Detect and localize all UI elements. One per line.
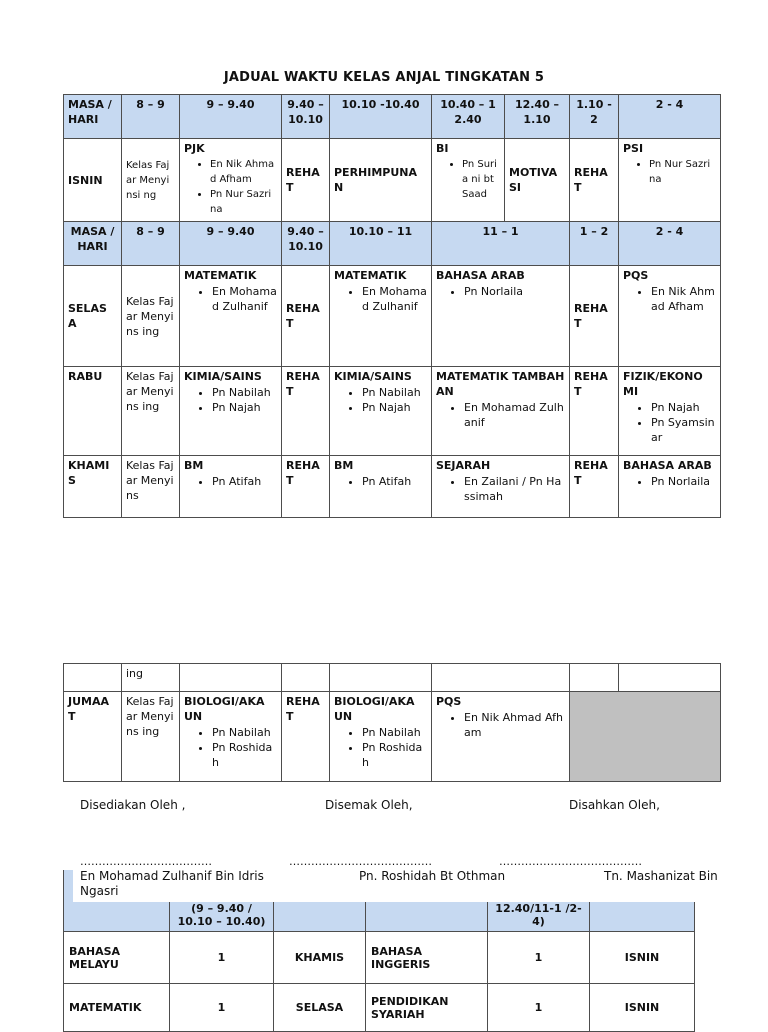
rehat-cell: REHA T <box>282 367 330 456</box>
header-cell: 9 – 9.40 <box>180 95 282 139</box>
header-cell: 11 – 1 <box>432 222 570 266</box>
header-row-week <box>64 222 721 266</box>
subject-label: MATEMATIK <box>334 269 407 282</box>
row-jumaat <box>64 692 721 782</box>
teacher-item: • Pn Nur Sazrina <box>649 157 716 187</box>
count-cell: 1 <box>488 932 590 984</box>
timetable-main <box>63 94 721 222</box>
motivasi-cell: MOTIVA SI <box>505 139 570 222</box>
subject-cell: BAHASA INGGERIS <box>366 932 488 984</box>
kelas-fajar-cont: ing <box>122 664 180 692</box>
period-cell <box>180 692 282 782</box>
header-cell: 9.40 – 10.10 <box>282 95 330 139</box>
subject-label: MATEMATIK TAMBAHAN <box>436 370 565 398</box>
period-cell <box>180 139 282 222</box>
period-cell <box>432 456 570 518</box>
teacher-item: • Pn Norlaila <box>464 284 565 299</box>
header-cell: 8 – 9 <box>122 222 180 266</box>
rehat-cell: REHA T <box>282 456 330 518</box>
header-cell: 10.10 – 11 <box>330 222 432 266</box>
teacher-item: • En Mohama d Zulhanif <box>362 284 427 314</box>
teacher-item: • En Nik Ahmad Afham <box>651 284 716 314</box>
header-cell: 12.40 – 1.10 <box>505 95 570 139</box>
day-label: JUMAA T <box>64 692 122 782</box>
row-selasa <box>64 266 721 367</box>
rehat-cell: REHA T <box>570 266 619 367</box>
period-cell <box>432 367 570 456</box>
day-label: SELAS A <box>64 266 122 367</box>
period-cell <box>619 139 721 222</box>
empty-cell <box>432 664 570 692</box>
rehat-cell: REHA T <box>570 367 619 456</box>
name-prepared: En Mohamad Zulhanif Bin Idris <box>80 869 264 883</box>
period-cell <box>330 367 432 456</box>
day-label: RABU <box>64 367 122 456</box>
day-label: ISNIN <box>64 139 122 222</box>
table-edge <box>63 870 73 902</box>
day-cell: KHAMIS <box>274 932 366 984</box>
subject-label: BM <box>334 459 354 472</box>
checked-by-label: Disemak Oleh, <box>325 798 413 812</box>
header-cell: 9 – 9.40 <box>180 222 282 266</box>
row-isnin <box>64 139 721 222</box>
kelas-fajar-cell: Kelas Fajar Menyins <box>122 456 180 518</box>
signature-line: ………………………………… <box>289 855 432 868</box>
summary-header-cell: 12.40/11-1 /2-4) <box>488 878 590 932</box>
teacher-item: • Pn Nabilah <box>212 385 277 400</box>
empty-cell <box>619 664 721 692</box>
count-cell: 1 <box>488 984 590 1032</box>
teacher-item: • Pn Roshidah <box>362 740 427 770</box>
period-cell <box>180 456 282 518</box>
subject-cell: PENDIDIKAN SYARIAH <box>366 984 488 1032</box>
name-approved-cont: Ngasri <box>80 884 119 898</box>
teacher-item: • Pn Nabilah <box>362 725 427 740</box>
prepared-by-label: Disediakan Oleh , <box>80 798 186 812</box>
teacher-item: • En Mohama d Zulhanif <box>212 284 277 314</box>
header-cell: MASA / HARI <box>64 222 122 266</box>
teacher-item: • Pn Suria ni bt Saad <box>462 157 500 202</box>
subject-label: BAHASA ARAB <box>623 459 712 472</box>
period-cell <box>619 266 721 367</box>
subject-label: BAHASA ARAB <box>436 269 525 282</box>
teacher-item: • Pn Atifah <box>362 474 427 489</box>
summary-row <box>64 932 695 984</box>
teacher-item: • Pn Atifah <box>212 474 277 489</box>
subject-label: KIMIA/SAINS <box>184 370 262 383</box>
subject-label: KIMIA/SAINS <box>334 370 412 383</box>
day-cell: SELASA <box>274 984 366 1032</box>
empty-cell <box>282 664 330 692</box>
empty-cell <box>180 664 282 692</box>
day-cell: ISNIN <box>590 932 695 984</box>
row-khamis <box>64 456 721 518</box>
teacher-item: • Pn Najah <box>212 400 277 415</box>
subject-label: PJK <box>184 142 205 155</box>
name-checked: Pn. Roshidah Bt Othman <box>359 869 506 883</box>
teacher-item: • Pn Najah <box>362 400 427 415</box>
timetable-jumaat <box>63 663 721 782</box>
subject-cell: MATEMATIK <box>64 984 170 1032</box>
teacher-item: • Pn Roshidah <box>212 740 277 770</box>
day-cell: ISNIN <box>590 984 695 1032</box>
teacher-item: • Pn Nabilah <box>362 385 427 400</box>
rehat-cell: REHA T <box>282 692 330 782</box>
name-approved: Tn. Mashanizat Bin <box>604 869 718 883</box>
rehat-cell: REHA T <box>570 456 619 518</box>
timetable-week <box>63 221 721 518</box>
header-cell: 10.40 – 12.40 <box>432 95 505 139</box>
period-cell <box>330 692 432 782</box>
subject-label: FIZIK/EKONO MI <box>623 370 703 398</box>
shaded-cell <box>570 692 721 782</box>
page-title: JADUAL WAKTU KELAS ANJAL TINGKATAN 5 <box>223 70 545 85</box>
signature-line: ………………………………… <box>499 855 642 868</box>
kelas-fajar-cell: Kelas Fajar Menyins ing <box>122 692 180 782</box>
header-cell: 1 – 2 <box>570 222 619 266</box>
period-cell <box>180 266 282 367</box>
header-cell: 9.40 – 10.10 <box>282 222 330 266</box>
signature-line: ……………………………… <box>80 855 212 868</box>
empty-cell <box>570 664 619 692</box>
teacher-item: • En Mohamad Zulhanif <box>464 400 565 430</box>
rehat-cell: REHA T <box>282 266 330 367</box>
summary-header-cell: (9 – 9.40 / 10.10 – 10.40) <box>170 878 274 932</box>
header-cell: 10.10 -10.40 <box>330 95 432 139</box>
empty-cell <box>64 664 122 692</box>
period-cell <box>180 367 282 456</box>
teacher-item: • Pn Norlaila <box>651 474 716 489</box>
subject-label: BIOLOGI/AKA UN <box>334 695 415 723</box>
teacher-item: • En Nik Ahmad Afham <box>464 710 565 740</box>
header-cell: 2 - 4 <box>619 222 721 266</box>
period-cell <box>432 692 570 782</box>
continuation-row <box>64 664 721 692</box>
subject-label: BI <box>436 142 449 155</box>
subject-label: PQS <box>436 695 462 708</box>
approved-by-label: Disahkan Oleh, <box>569 798 660 812</box>
subject-label: BIOLOGI/AKA UN <box>184 695 265 723</box>
subject-cell: BAHASA MELAYU <box>64 932 170 984</box>
rehat-cell: REHA T <box>282 139 330 222</box>
teacher-item: • Pn Nabilah <box>212 725 277 740</box>
subject-label: PSI <box>623 142 644 155</box>
kelas-fajar-cell: Kelas Fajar Menyins ing <box>122 266 180 367</box>
period-cell <box>432 139 505 222</box>
teacher-item: • Pn Najah <box>651 400 716 415</box>
perhimpunan-cell: PERHIMPUNA N <box>330 139 432 222</box>
teacher-item: • Pn Syamsin ar <box>651 415 716 445</box>
row-rabu <box>64 367 721 456</box>
count-cell: 1 <box>170 984 274 1032</box>
subject-label: PQS <box>623 269 649 282</box>
count-cell: 1 <box>170 932 274 984</box>
period-cell <box>330 266 432 367</box>
day-label: KHAMI S <box>64 456 122 518</box>
summary-row <box>64 984 695 1032</box>
rehat-cell: REHA T <box>570 139 619 222</box>
header-cell: MASA / HARI <box>64 95 122 139</box>
teacher-item: • En Nik Ahmad Afham <box>210 157 277 187</box>
kelas-fajar-cell: Kelas Fajar Menyins ing <box>122 367 180 456</box>
header-cell: 8 – 9 <box>122 95 180 139</box>
teacher-item: • Pn Nur Sazrina <box>210 187 277 217</box>
empty-cell <box>330 664 432 692</box>
period-cell <box>619 367 721 456</box>
kelas-fajar-cell: Kelas Fajar Menyinsi ng <box>122 139 180 222</box>
subject-label: MATEMATIK <box>184 269 257 282</box>
header-cell: 2 - 4 <box>619 95 721 139</box>
teacher-item: • En Zailani / Pn Hassimah <box>464 474 565 504</box>
period-cell <box>432 266 570 367</box>
header-row-isnin <box>64 95 721 139</box>
header-cell: 1.10 - 2 <box>570 95 619 139</box>
subject-label: SEJARAH <box>436 459 491 472</box>
period-cell <box>330 456 432 518</box>
period-cell <box>619 456 721 518</box>
subject-label: BM <box>184 459 204 472</box>
